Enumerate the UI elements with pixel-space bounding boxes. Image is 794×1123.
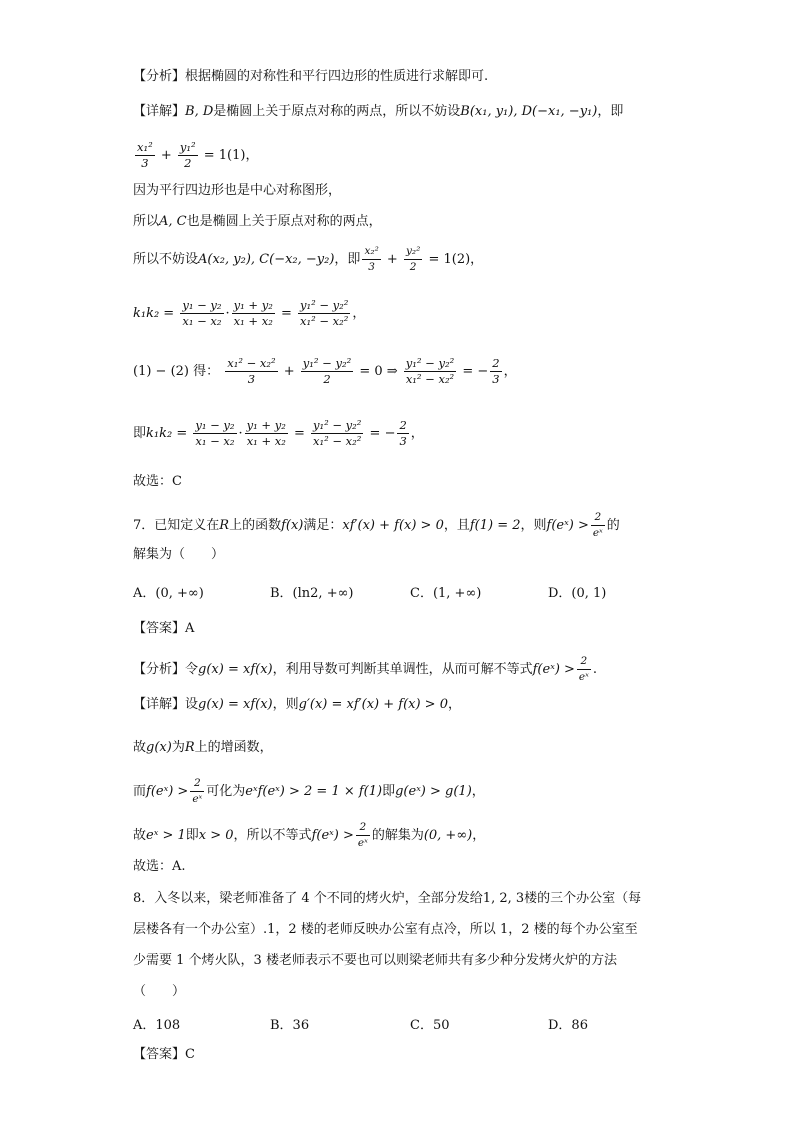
fraction: $\frac{\text{x₁² − x₂²}}{3}$: [227, 356, 276, 386]
text: 即: [185, 828, 199, 843]
q7-line: [133, 776, 485, 807]
math: g(x) = xf(x): [198, 697, 273, 712]
q7-detail: [133, 696, 461, 714]
text: 7．已知定义在: [133, 518, 220, 533]
text: 故: [133, 828, 147, 843]
math: f(eˣ) >: [146, 784, 189, 799]
text: 令: [185, 662, 199, 677]
math-bd: B, D: [185, 104, 214, 119]
math: x > 0: [198, 828, 234, 843]
fraction: $\frac{2}{\text{eˣ}}$: [192, 777, 203, 805]
math: g(eˣ) > g(1): [395, 784, 472, 799]
analysis-text: 根据椭圆的对称性和平行四边形的性质进行求解即可.: [185, 69, 489, 84]
text: = −: [462, 364, 489, 379]
text: ，: [447, 697, 461, 712]
text: ，则: [272, 697, 299, 712]
math: k₁k₂ =: [146, 426, 188, 441]
text: 的解集为: [371, 828, 424, 843]
q8-answer: [133, 1046, 195, 1064]
text: 上的增函数，: [194, 740, 273, 755]
math: g(x) = xf(x): [198, 662, 273, 677]
answer-value: A: [185, 621, 195, 636]
text: ，: [471, 784, 485, 799]
text: = 0 ⇒: [359, 364, 398, 379]
math: k₁k₂ =: [133, 306, 175, 321]
text-line: [133, 213, 382, 231]
fraction: $\frac{2}{\text{eˣ}}$: [578, 655, 589, 683]
q7-stem-2: 解集为（ ）: [133, 547, 225, 562]
math-set-ac: A(x₂, y₂), C(−x₂, −y₂): [198, 252, 335, 267]
fraction: $\frac{\text{y₁ − y₂}}{\text{x₁ − x₂}}$: [195, 418, 235, 448]
math: g′(x) = xf′(x) + f(x) > 0: [298, 697, 448, 712]
q7-stem: [133, 510, 620, 541]
fraction: $\frac{\text{y₂²}}{2}$: [405, 245, 421, 273]
q8-line-2: 层楼各有一个办公室）.1，2 楼的老师反映办公室有点冷，所以 1，2 楼的每个办公室至: [133, 922, 638, 937]
q7-line: [133, 820, 485, 851]
text: ，: [472, 828, 486, 843]
text: 设: [185, 697, 199, 712]
answer-label: 【答案】: [133, 621, 186, 636]
answer-line: 故选：C: [133, 474, 182, 489]
analysis-label: 【分析】: [133, 69, 186, 84]
text: (1) − (2) 得：: [133, 364, 220, 379]
q8-line-4: （ ）: [133, 984, 186, 999]
math: xf′(x) + f(x) > 0: [342, 518, 444, 533]
eq1-tail: = 1(1)，: [203, 148, 259, 163]
q8-line-1: 8．入冬以来，梁老师准备了 4 个不同的烤火炉，全部分发给1, 2, 3楼的三个办公室（每: [133, 891, 642, 906]
text-line: 因为平行四边形也是中心对称图形，: [133, 183, 342, 198]
analysis-label: 【分析】: [133, 662, 186, 677]
fraction: $\frac{\text{y₁² − y₂²}}{2}$: [302, 356, 352, 386]
fraction: $\frac{\text{y₁² − y₂²}}{\text{x₁² − x₂²}}$: [313, 418, 362, 448]
option-b: B．(ln2, +∞): [270, 586, 354, 601]
fraction: $\frac{\text{x₂²}}{3}$: [364, 245, 379, 273]
q7-line: [133, 739, 273, 757]
detail-text: 是椭圆上关于原点对称的两点，所以不妨设: [213, 104, 461, 119]
math: eˣ > 1: [146, 828, 186, 843]
math: R: [219, 518, 230, 533]
math: eˣf(eˣ) > 2 = 1 × f(1): [245, 784, 383, 799]
eq-ji: 即k₁k₂ = $\frac{\text{y₁ − y₂}}{\text{x₁ − x₂}}$ · $\frac{\text{y₁ + y₂}}{\text{x₁ + x₂}}$ = $\frac{\text{y₁² − y₂²}}{\text{x₁² − x₂²}}$ = − $\frac{2}{3}$ ，: [133, 418, 424, 448]
text: 所以不妨设: [133, 252, 199, 267]
fraction: $\frac{\text{x₁²}}{3}$: [137, 140, 153, 170]
text: 所以: [133, 214, 160, 229]
fraction: $\frac{2}{\text{eˣ}}$: [592, 511, 603, 539]
option-c: C．50: [410, 1018, 450, 1033]
text: 的: [606, 518, 620, 533]
q8-line-3: 少需要 1 个烤火队，3 楼老师表示不要也可以则梁老师共有多少种分发烤火炉的方法: [133, 953, 617, 968]
text: 也是椭圆上关于原点对称的两点，: [186, 214, 382, 229]
eq-2-line: 所以不妨设A(x₂, y₂), C(−x₂, −y₂)，即 $\frac{\text{x₂²}}{3}$ + $\frac{\text{y₂²}}{2}$ = 1(2)，: [133, 245, 484, 273]
math: R: [184, 740, 195, 755]
text: 满足：: [303, 518, 343, 533]
detail-label: 【详解】: [133, 697, 186, 712]
fraction: $\frac{\text{y₁² − y₂²}}{\text{x₁² − x₂²}}$: [405, 356, 455, 386]
text: 可化为: [206, 784, 246, 799]
answer-value: C: [185, 1047, 195, 1062]
text: 即: [133, 426, 147, 441]
text: 即: [382, 784, 396, 799]
answer-label: 【答案】: [133, 1047, 186, 1062]
detail-text-2: ，即: [597, 104, 624, 119]
option-d: D．(0, 1): [548, 586, 607, 601]
math-ac: A, C: [159, 214, 187, 229]
eq-diff: (1) − (2) 得： $\frac{\text{x₁² − x₂²}}{3}$ + $\frac{\text{y₁² − y₂²}}{2}$ = 0 ⇒ $\frac{\text{y₁² − y₂²}}{\text{x₁² − x₂²}}$ = − $\frac{2}{3}$ ，: [133, 356, 517, 386]
q6-detail: [133, 103, 623, 121]
option-c: C．(1, +∞): [410, 586, 482, 601]
text: ，所以不等式: [233, 828, 312, 843]
eq-k: k₁k₂ = $\frac{\text{y₁ − y₂}}{\text{x₁ − x₂}}$ · $\frac{\text{y₁ + y₂}}{\text{x₁ + x₂}}$ = $\frac{\text{y₁² − y₂²}}{\text{x₁² − x₂²}}$ ，: [133, 298, 366, 328]
math: f(1) = 2: [469, 518, 521, 533]
fraction: $\frac{\text{y₁² − y₂²}}{\text{x₁² − x₂²}}$: [300, 298, 349, 328]
q7-answer: [133, 620, 194, 638]
text: ，利用导数可判断其单调性，从而可解不等式: [272, 662, 533, 677]
eq-1: $\frac{\text{x₁²}}{3}$ + $\frac{\text{y₁²}}{2}$ = 1(1)，: [137, 140, 259, 170]
text: ，即: [334, 252, 361, 267]
option-a: A．(0, +∞): [133, 586, 204, 601]
text: ，则: [520, 518, 547, 533]
math-set-bd: B(x₁, y₁), D(−x₁, −y₁): [460, 104, 598, 119]
fraction: $\frac{2}{3}$: [399, 418, 407, 448]
text: ，且: [443, 518, 470, 533]
fraction: $\frac{2}{\text{eˣ}}$: [357, 821, 368, 849]
option-a: A．108: [133, 1018, 181, 1033]
fraction: $\frac{\text{y₁ + y₂}}{\text{x₁ + x₂}}$: [246, 418, 286, 448]
fraction: $\frac{\text{y₁ − y₂}}{\text{x₁ − x₂}}$: [182, 298, 222, 328]
option-b: B．36: [270, 1018, 310, 1033]
math: (0, +∞): [423, 828, 473, 843]
text: 故: [133, 740, 147, 755]
fraction: $\frac{2}{3}$: [492, 356, 500, 386]
text: 为: [171, 740, 185, 755]
text: 上的函数: [229, 518, 282, 533]
detail-label: 【详解】: [133, 104, 186, 119]
math: f(eˣ) >: [546, 518, 589, 533]
fraction: $\frac{\text{y₁ + y₂}}{\text{x₁ + x₂}}$: [233, 298, 273, 328]
q7-final: 故选：A.: [133, 859, 186, 874]
text: 而: [133, 784, 147, 799]
math: g(x): [146, 740, 172, 755]
q6-analysis: [133, 68, 488, 86]
math: f(x): [281, 518, 304, 533]
math: f(eˣ) >: [532, 662, 575, 677]
text: = 1(2)，: [428, 252, 484, 267]
option-d: D．86: [548, 1018, 588, 1033]
math: f(eˣ) >: [311, 828, 354, 843]
q7-analysis: 【分析】令g(x) = xf(x)，利用导数可判断其单调性，从而可解不等式f(eˣ) > $\frac{2}{\text{eˣ}}$ .: [133, 655, 598, 683]
fraction: $\frac{\text{y₁²}}{2}$: [179, 140, 196, 170]
